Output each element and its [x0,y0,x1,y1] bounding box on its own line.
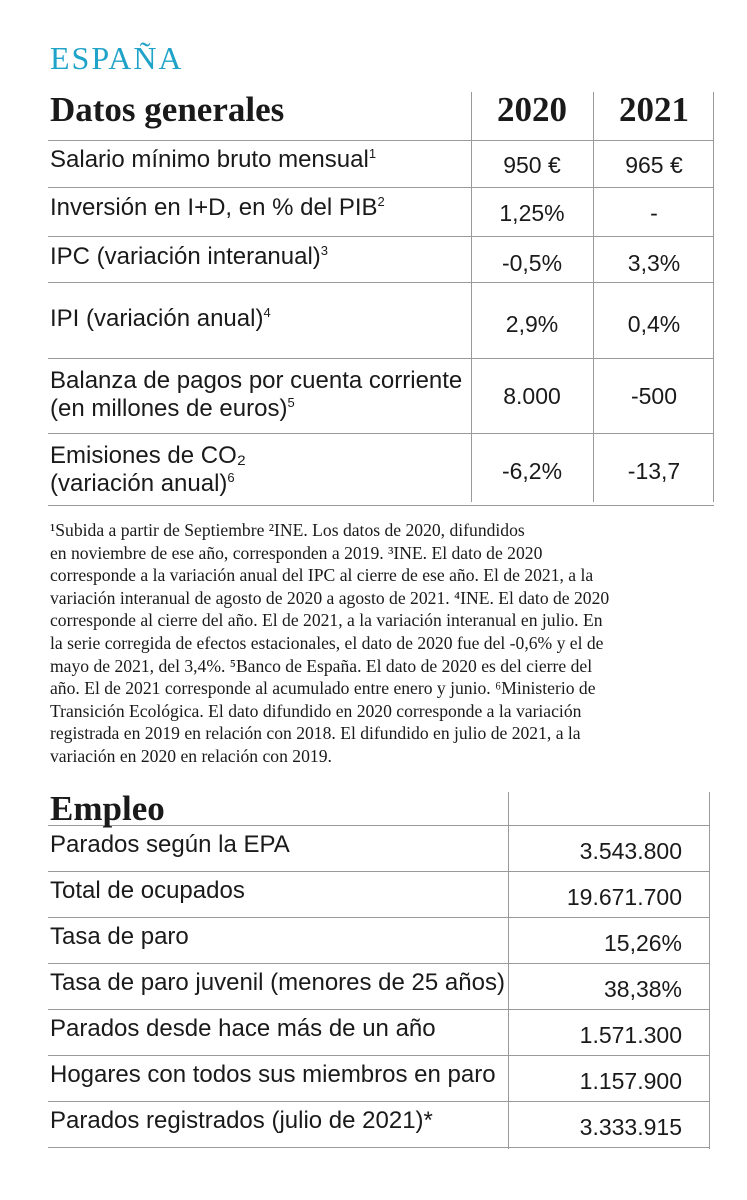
footnote-line: corresponde al cierre del año. El de 2021, a la variación interanual en julio. En [50,610,603,631]
table-row [48,1056,710,1102]
footnotes [50,519,700,768]
table-row [48,434,714,506]
row-label: Tasa de paro juvenil (menores de 25 años) [50,969,505,996]
table-title: Empleo [50,789,165,828]
row-value: 1.157.900 [579,1068,682,1094]
row-label: Parados según la EPA [50,831,290,858]
value-2020: -0,5% [501,250,563,276]
row-label: Tasa de paro [50,923,189,950]
row-label: Salario mínimo bruto mensual$^1$ [50,146,377,173]
footnote-ref: 6 [227,470,235,485]
row-label: Emisiones de CO₂ (variación anual)$^6$ [50,442,247,497]
table-header [48,790,710,826]
row-label: Inversión en I+D, en % del PIB$^2$ [50,194,385,221]
employment-table [48,790,710,1148]
value-2021: 3,3% [627,250,681,276]
footnote-line: la serie corregida de efectos estacionales, el dato de 2020 fue del -0,6% y el de [50,632,604,653]
table-header [48,88,714,141]
general-data-table [48,88,714,506]
table-row [48,964,710,1010]
row-value: 3.543.800 [579,838,682,864]
footnote-line: mayo de 2021, del 3,4%. ⁵Banco de España. El dato de 2020 es del cierre del [50,655,593,676]
footnote-line: Transición Ecológica. El dato difundido en 2020 corresponde a la variación [50,700,582,721]
value-2021: 0,4% [627,311,681,337]
row-label: IPC (variación interanual)$^3$ [50,243,329,270]
table-row [48,188,714,237]
value-2020: 1,25% [499,200,565,226]
footnote-line: variación interanual de agosto de 2020 a agosto de 2021. ⁴INE. El dato de 2020 [50,587,610,608]
footnote-line: variación en 2020 en relación con 2019. [50,745,332,766]
value-2021: - [650,200,658,226]
table-row [48,1010,710,1056]
table-row [48,237,714,283]
row-value: 15,26% [603,930,682,956]
value-2021: -500 [630,383,678,409]
column-header-2021: 2021 [619,90,689,129]
table-row [48,359,714,434]
row-value: 3.333.915 [579,1114,682,1140]
footnote-line: ¹Subida a partir de Septiembre ²INE. Los datos de 2020, difundidos [50,520,525,540]
footnote-line: corresponde a la variación anual del IPC al cierre de ese año. El de 2021, a la [50,565,594,586]
footnote-ref: 2 [377,194,385,209]
column-header-2020: 2020 [497,90,567,129]
footnote-line: registrada en 2019 en relación con 2018. El difundido en julio de 2021, a la [50,723,581,744]
table-row [48,283,714,359]
row-value: 19.671.700 [566,884,682,910]
value-2020: -6,2% [501,458,563,484]
table-row [48,1102,710,1148]
table-row [48,872,710,918]
value-2020: 2,9% [505,311,559,337]
row-label: Balanza de pagos por cuenta corriente (en millones de euros)$^5$ [50,367,463,422]
footnote-ref: 5 [287,395,295,410]
row-label: Hogares con todos sus miembros en paro [50,1061,496,1088]
value-2021: 965 € [625,152,683,178]
table-row [48,918,710,964]
footnote-ref: 1 [368,146,377,161]
table-row [48,141,714,188]
value-2020: 950 € [503,152,561,178]
row-label: Parados desde hace más de un año [50,1015,436,1042]
footnote-ref: 3 [320,243,329,258]
row-value: 1.571.300 [579,1022,682,1048]
value-2020: 8.000 [503,383,561,409]
table-title: Datos generales [50,90,285,129]
table-row [48,826,710,872]
footnote-line: año. El de 2021 corresponde al acumulado entre enero y junio. ⁶Ministerio de [50,678,596,699]
footnote-line: en noviembre de ese año, corresponden a 2019. ³INE. El dato de 2020 [50,542,543,563]
row-label: Parados registrados (julio de 2021)* [50,1107,433,1134]
value-2021: -13,7 [627,458,681,484]
footnote-ref: 4 [263,305,271,320]
region-title: ESPAÑA [50,40,184,76]
row-value: 38,38% [603,976,682,1002]
row-label: Total de ocupados [50,877,245,904]
row-label: IPI (variación anual)$^4$ [50,305,271,332]
